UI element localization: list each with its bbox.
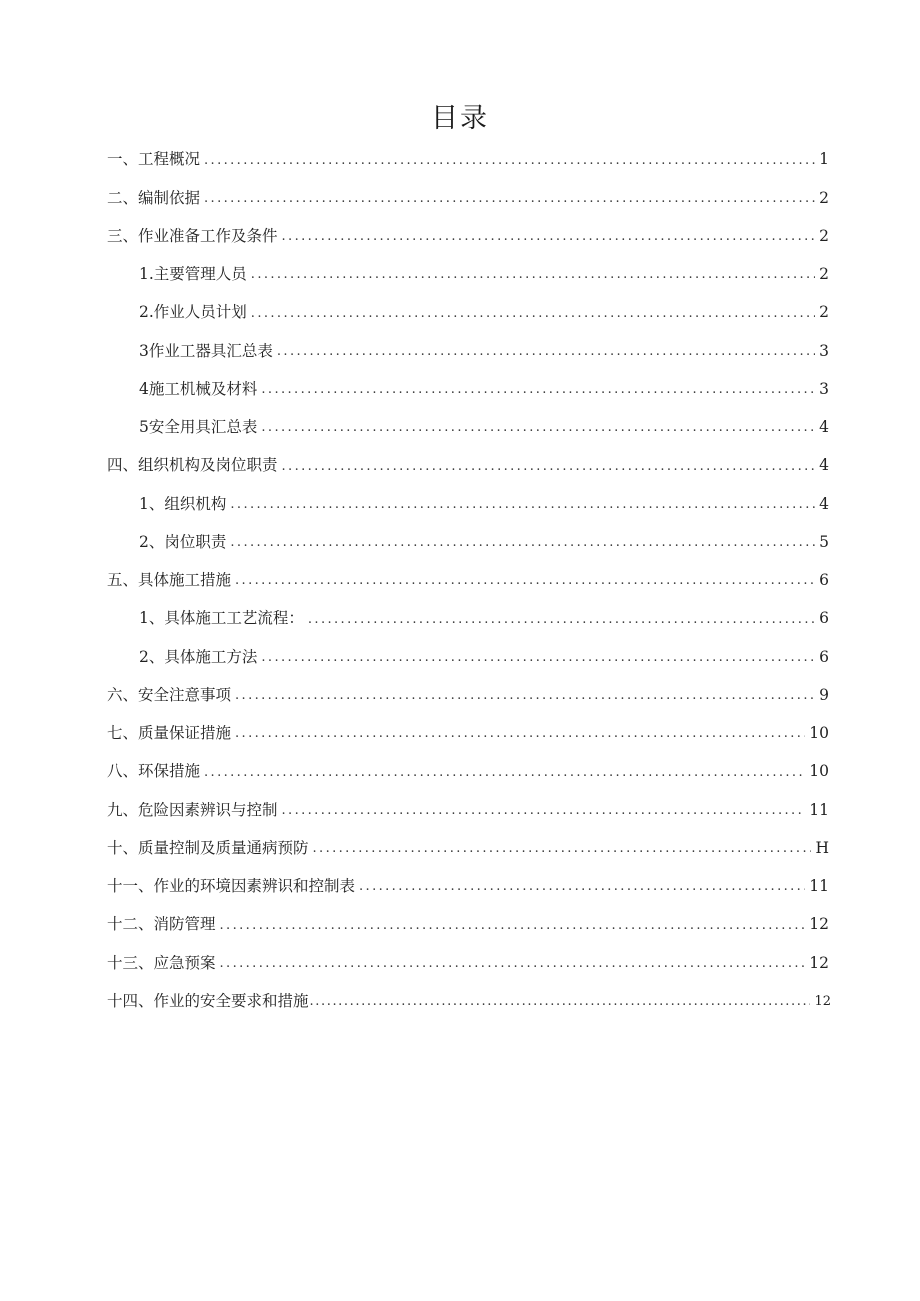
toc-entry-label: 2.作业人员计划	[139, 303, 247, 322]
toc-subentry[interactable]	[107, 256, 829, 294]
toc-entry[interactable]	[107, 753, 829, 791]
toc-entry-label: 七、质量保证措施	[107, 724, 232, 743]
toc-entry-label: 九、危险因素辨识与控制	[107, 800, 278, 819]
toc-leader-dots	[220, 957, 806, 970]
toc-page-number: 12	[809, 915, 829, 934]
toc-leader-dots	[251, 307, 815, 320]
toc-entry[interactable]	[107, 830, 829, 868]
toc-leader-dots	[308, 613, 815, 626]
toc-entry[interactable]	[107, 677, 829, 715]
toc-entry[interactable]	[107, 562, 829, 600]
table-of-contents	[107, 141, 829, 1021]
toc-page-number: 2	[819, 188, 829, 207]
toc-entry-label: 3作业工器具汇总表	[139, 341, 273, 360]
toc-subentry[interactable]	[107, 485, 829, 523]
toc-page-number: 4	[819, 494, 829, 513]
toc-leader-dots	[282, 804, 806, 817]
toc-page-number: 2	[819, 226, 829, 245]
toc-entry[interactable]	[107, 906, 829, 944]
toc-entry-label: 1、具体施工工艺流程：	[139, 609, 304, 628]
toc-entry[interactable]	[107, 944, 829, 982]
toc-entry-label: 5安全用具汇总表	[139, 418, 258, 437]
toc-entry[interactable]	[107, 218, 829, 256]
toc-entry-label: 四、组织机构及岗位职责	[107, 456, 278, 475]
toc-leader-dots	[230, 536, 815, 549]
toc-entry-label: 2、岗位职责	[139, 532, 227, 551]
toc-entry-label: 五、具体施工措施	[107, 571, 232, 590]
toc-leader-dots	[204, 766, 805, 779]
toc-subentry[interactable]	[107, 409, 829, 447]
toc-page-number: 2	[819, 265, 829, 284]
toc-leader-dots	[235, 574, 815, 587]
toc-page-number: 12	[809, 953, 829, 972]
toc-leader-dots	[359, 880, 805, 893]
toc-page-number: 6	[819, 609, 829, 628]
toc-leader-dots	[235, 689, 815, 702]
toc-entry-label: 三、作业准备工作及条件	[107, 226, 278, 245]
toc-entry-label: 1、组织机构	[139, 494, 227, 513]
toc-page-number: 3	[819, 379, 829, 398]
toc-leader-dots	[277, 345, 815, 358]
toc-page-number: H	[815, 838, 829, 857]
toc-entry-label: 十、质量控制及质量通病预防	[107, 838, 309, 857]
toc-leader-dots	[261, 383, 815, 396]
toc-entry-label: 1.主要管理人员	[139, 265, 247, 284]
page-title: 目录	[431, 103, 489, 134]
toc-leader-dots	[282, 460, 816, 473]
toc-entry-label: 2、具体施工方法	[139, 647, 258, 666]
toc-entry[interactable]	[107, 447, 829, 485]
toc-page-number: 10	[809, 724, 829, 743]
toc-entry[interactable]	[107, 983, 831, 1021]
toc-entry[interactable]	[107, 141, 829, 179]
toc-leader-dots	[204, 154, 815, 167]
toc-entry-label: 一、工程概况	[107, 150, 201, 169]
toc-page-number: 9	[819, 685, 829, 704]
toc-page-number: 3	[819, 341, 829, 360]
toc-entry-label: 4施工机械及材料	[139, 379, 258, 398]
toc-leader-dots	[282, 230, 816, 243]
toc-page-number: 6	[819, 647, 829, 666]
toc-leader-dots	[261, 651, 815, 664]
toc-page-number: 11	[809, 800, 829, 819]
toc-entry[interactable]	[107, 715, 829, 753]
toc-page-number: 4	[819, 418, 829, 437]
toc-subentry[interactable]	[107, 371, 829, 409]
toc-leader-dots	[261, 421, 815, 434]
toc-page-number: 2	[819, 303, 829, 322]
toc-subentry[interactable]	[107, 600, 829, 638]
toc-page-number: 5	[819, 532, 829, 551]
toc-entry[interactable]	[107, 179, 829, 217]
toc-entry[interactable]	[107, 791, 829, 829]
toc-page-number: 1	[819, 150, 829, 169]
toc-entry-label: 十三、应急预案	[107, 953, 216, 972]
toc-subentry[interactable]	[107, 638, 829, 676]
toc-subentry[interactable]	[107, 332, 829, 370]
toc-leader-dots	[220, 919, 806, 932]
toc-entry-label: 十二、消防管理	[107, 915, 216, 934]
toc-leader-dots	[310, 995, 811, 1008]
toc-entry-label: 二、编制依据	[107, 188, 201, 207]
toc-page-number: 4	[819, 456, 829, 475]
toc-subentry[interactable]	[107, 294, 829, 332]
toc-leader-dots	[230, 498, 815, 511]
toc-page-number: 10	[809, 762, 829, 781]
toc-leader-dots	[204, 192, 815, 205]
toc-leader-dots	[235, 727, 805, 740]
toc-entry[interactable]	[107, 868, 829, 906]
toc-subentry[interactable]	[107, 524, 829, 562]
toc-entry-label: 十四、作业的安全要求和措施	[107, 991, 309, 1010]
toc-page-number: 12	[814, 994, 831, 1010]
toc-page-number: 11	[809, 877, 829, 896]
toc-page-number: 6	[819, 571, 829, 590]
toc-leader-dots	[251, 268, 815, 281]
toc-entry-label: 六、安全注意事项	[107, 685, 232, 704]
toc-entry-label: 十一、作业的环境因素辨识和控制表	[107, 877, 356, 896]
toc-entry-label: 八、环保措施	[107, 762, 201, 781]
toc-leader-dots	[313, 842, 812, 855]
